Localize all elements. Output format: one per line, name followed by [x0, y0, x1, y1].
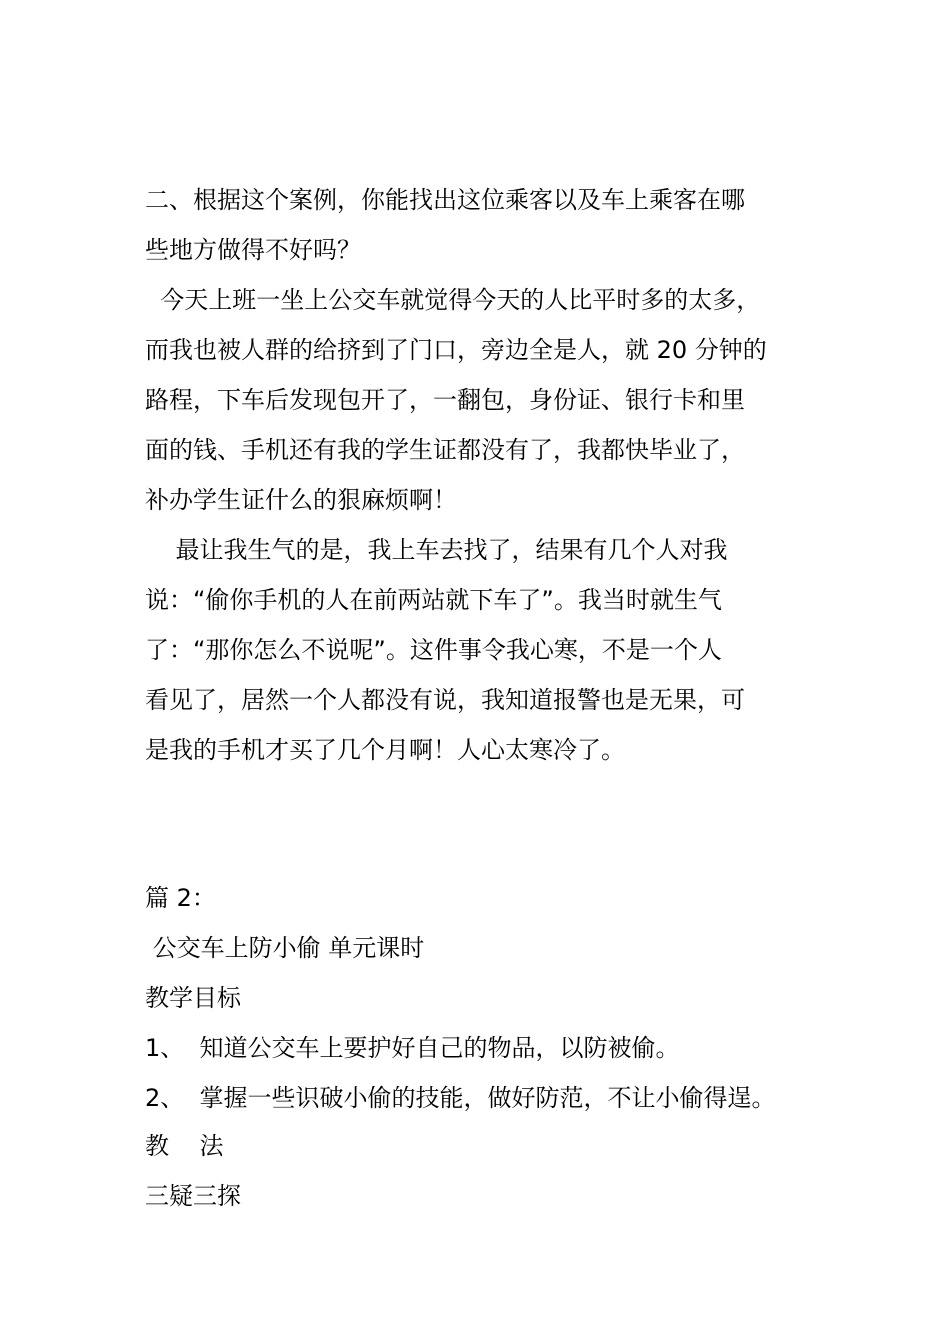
story-line: 今天上班一坐上公交车就觉得今天的人比平时多的太多，	[145, 286, 761, 314]
method-heading: 教 法	[145, 1132, 224, 1160]
story-line: 了：“那你怎么不说呢”。这件事令我心寒，不是一个人	[145, 636, 722, 664]
story-line: 路程，下车后发现包开了，一翻包，身份证、银行卡和里	[145, 386, 745, 414]
section-label: 篇 2：	[145, 884, 216, 912]
lesson-title: 公交车上防小偷 单元课时	[145, 934, 425, 962]
question-heading-line-2: 些地方做得不好吗？	[145, 236, 361, 264]
story-line: 最让我生气的是，我上车去找了，结果有几个人对我	[145, 536, 728, 564]
story-line: 看见了，居然一个人都没有说，我知道报警也是无果，可	[145, 686, 745, 714]
story-line: 是我的手机才买了几个月啊！人心太寒冷了。	[145, 736, 625, 764]
objectives-heading: 教学目标	[145, 984, 241, 1012]
question-heading-line-1: 二、根据这个案例，你能找出这位乘客以及车上乘客在哪	[145, 186, 745, 214]
story-line: 而我也被人群的给挤到了门口，旁边全是人，就 20 分钟的	[145, 336, 767, 364]
method-value: 三疑三探	[145, 1182, 241, 1210]
story-line: 说：“偷你手机的人在前两站就下车了”。我当时就生气	[145, 586, 722, 614]
story-line: 补办学生证什么的狠麻烦啊！	[145, 486, 457, 514]
objective-item: 2、 掌握一些识破小偷的技能，做好防范，不让小偷得逞。	[145, 1084, 776, 1112]
objective-item: 1、 知道公交车上要护好自己的物品，以防被偷。	[145, 1034, 680, 1062]
story-line: 面的钱、手机还有我的学生证都没有了，我都快毕业了，	[145, 436, 745, 464]
